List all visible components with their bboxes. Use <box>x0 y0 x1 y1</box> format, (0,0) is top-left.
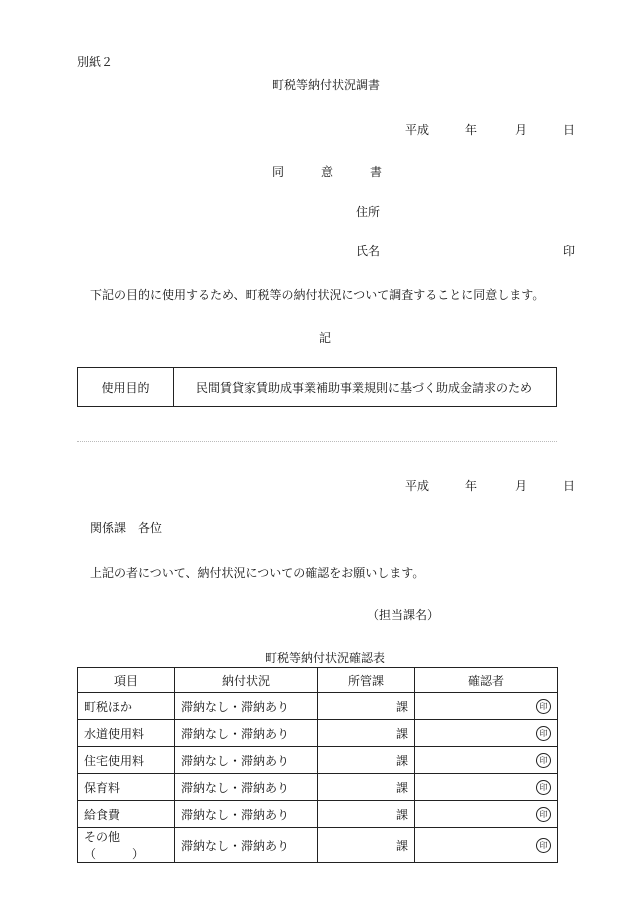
consent-statement: 下記の目的に使用するため、町税等の納付状況について調査することに同意します。 <box>90 288 545 302</box>
row-item: その他（ ） <box>78 828 175 863</box>
row-dept: 課 <box>318 801 415 828</box>
consent-heading-char: 書 <box>370 165 383 179</box>
date-year: 年 <box>465 479 478 493</box>
table-header-row <box>78 668 558 693</box>
seal-icon: 印 <box>536 699 551 714</box>
header-status: 納付状況 <box>175 668 318 693</box>
row-status: 滞納なし・滞納あり <box>175 747 318 774</box>
row-dept: 課 <box>318 693 415 720</box>
date-era: 平成 <box>405 123 430 137</box>
table-row <box>78 693 558 720</box>
row-item: 水道使用料 <box>78 720 175 747</box>
table-row <box>78 801 558 828</box>
name-label: 氏名 <box>356 244 381 258</box>
date-era: 平成 <box>405 479 430 493</box>
consent-heading-char: 意 <box>321 165 334 179</box>
row-confirmer <box>415 774 558 801</box>
seal-icon: 印 <box>536 807 551 822</box>
date-month: 月 <box>515 479 528 493</box>
seal-label: 印 <box>563 244 576 258</box>
request-message: 上記の者について、納付状況についての確認をお願いします。 <box>90 566 425 580</box>
document-title: 町税等納付状況調書 <box>272 78 381 92</box>
ki-mark: 記 <box>319 331 332 345</box>
seal-icon: 印 <box>536 780 551 795</box>
date-year: 年 <box>465 123 478 137</box>
row-confirmer <box>415 720 558 747</box>
date-month: 月 <box>515 123 528 137</box>
purpose-box <box>77 367 557 407</box>
seal-icon: 印 <box>536 838 551 853</box>
row-confirmer <box>415 828 558 863</box>
address-label: 住所 <box>356 205 381 219</box>
confirm-table-title: 町税等納付状況確認表 <box>265 651 386 665</box>
row-status: 滞納なし・滞納あり <box>175 720 318 747</box>
attachment-label: 別紙２ <box>77 55 114 69</box>
row-dept: 課 <box>318 774 415 801</box>
date-day: 日 <box>563 123 576 137</box>
row-status: 滞納なし・滞納あり <box>175 801 318 828</box>
row-status: 滞納なし・滞納あり <box>175 828 318 863</box>
addressee: 関係課 各位 <box>90 521 163 535</box>
row-item: 住宅使用料 <box>78 747 175 774</box>
confirm-table <box>77 667 558 863</box>
row-item: 町税ほか <box>78 693 175 720</box>
table-row <box>78 747 558 774</box>
header-dept: 所管課 <box>318 668 415 693</box>
department-name: （担当課名） <box>367 608 440 622</box>
row-item: 保育料 <box>78 774 175 801</box>
row-confirmer <box>415 801 558 828</box>
header-confirmer: 確認者 <box>415 668 558 693</box>
seal-icon: 印 <box>536 726 551 741</box>
row-status: 滞納なし・滞納あり <box>175 774 318 801</box>
row-confirmer <box>415 693 558 720</box>
row-item: 給食費 <box>78 801 175 828</box>
row-status: 滞納なし・滞納あり <box>175 693 318 720</box>
table-row <box>78 720 558 747</box>
table-row <box>78 828 558 863</box>
row-dept: 課 <box>318 747 415 774</box>
seal-icon: 印 <box>536 753 551 768</box>
row-dept: 課 <box>318 828 415 863</box>
purpose-value: 民間賃貸家賃助成事業補助事業規則に基づく助成金請求のため <box>196 380 533 395</box>
header-item: 項目 <box>78 668 175 693</box>
row-confirmer <box>415 747 558 774</box>
section-divider <box>77 441 557 442</box>
date-day: 日 <box>563 479 576 493</box>
table-row <box>78 774 558 801</box>
consent-heading-char: 同 <box>272 165 285 179</box>
row-dept: 課 <box>318 720 415 747</box>
purpose-label: 使用目的 <box>78 368 174 406</box>
